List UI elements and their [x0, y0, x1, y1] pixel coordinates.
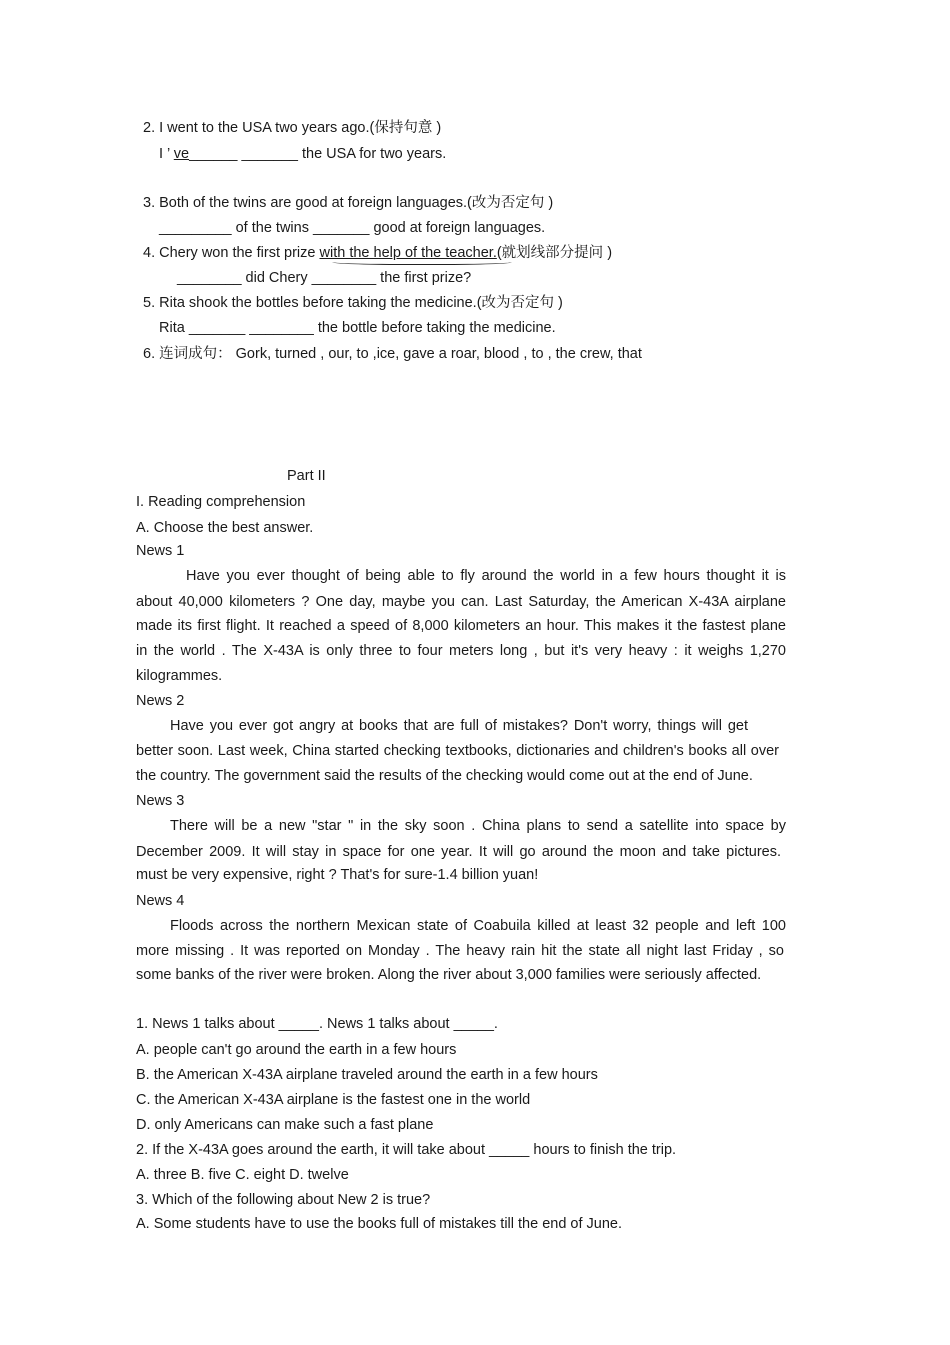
news-paragraph-line: December 2009. It will stay in space for one year. It will go around the moon and take pictures.: [136, 844, 781, 860]
question-stem: 2. If the X-43A goes around the earth, it will take about _____ hours to finish the trip.: [136, 1142, 677, 1158]
news-paragraph-line: about 40,000 kilometers ? One day, maybe you can. Last Saturday, the American X-43A airplane: [136, 594, 786, 610]
part-title: Part II: [287, 468, 326, 484]
q3-stem: 3. Both of the twins are good at foreign languages.(改为否定句 ): [143, 195, 554, 211]
q4-stem-underlined-part: with the help of the teacher.: [319, 245, 497, 261]
q2-stem: 2. I went to the USA two years ago.(保持句意 ): [143, 120, 442, 136]
news-label: News 2: [136, 693, 185, 709]
news-paragraph-line: more missing . It was reported on Monday . The heavy rain hit the state all night last Friday , so: [136, 943, 784, 959]
answer-options-row: A. three B. five C. eight D. twelve: [136, 1167, 349, 1183]
answer-option: C. the American X-43A airplane is the fastest one in the world: [136, 1092, 531, 1108]
news-paragraph-line: Have you ever thought of being able to fly around the world in a few hours thought it is: [186, 568, 786, 584]
news-label: News 4: [136, 893, 185, 909]
answer-option: B. the American X-43A airplane traveled around the earth in a few hours: [136, 1067, 598, 1083]
answer-option: A. Some students have to use the books full of mistakes till the end of June.: [136, 1216, 623, 1232]
q4-stem-start: 4. Chery won the first prize: [143, 245, 320, 261]
q5-answer-line: Rita _______ ________ the bottle before taking the medicine.: [159, 320, 556, 336]
q6-stem: 6. 连词成句： Gork, turned , our, to ,ice, gave a roar, blood , to , the crew, that: [143, 346, 642, 362]
answer-option: D. only Americans can make such a fast plane: [136, 1117, 434, 1133]
question-stem: 3. Which of the following about New 2 is true?: [136, 1192, 431, 1208]
q2-answer-line: [159, 145, 446, 163]
q3-answer-line: _________ of the twins _______ good at foreign languages.: [159, 220, 546, 236]
news-paragraph-line: There will be a new "star " in the sky soon . China plans to send a satellite into space by: [170, 818, 786, 834]
news-paragraph-line: Have you ever got angry at books that are full of mistakes? Don't worry, things will get: [170, 718, 748, 734]
subsection-heading: A. Choose the best answer.: [136, 520, 314, 536]
news-paragraph-last-line: the country. The government said the results of the checking would come out at the end of June.: [136, 768, 753, 784]
news-paragraph-line: made its first flight. It reached a speed of 8,000 kilometers an hour. This makes it the fastest plane: [136, 618, 786, 634]
q4-stem-instruction: (就划线部分提问 ): [496, 245, 613, 261]
news-paragraph-line: better soon. Last week, China started checking textbooks, dictionaries and children's books all over: [136, 743, 779, 759]
q2-answer-prefix: I ’: [159, 146, 174, 162]
news-paragraph-line: Floods across the northern Mexican state of Coabuila killed at least 32 people and left 100: [170, 918, 786, 934]
news-label: News 3: [136, 793, 185, 809]
section-heading: I. Reading comprehension: [136, 494, 306, 510]
q2-answer-underlined: ve: [173, 146, 190, 162]
news-paragraph-last-line: must be very expensive, right ? That's for sure-1.4 billion yuan!: [136, 867, 539, 883]
news-label: News 1: [136, 543, 185, 559]
q5-stem: 5. Rita shook the bottles before taking the medicine.(改为否定句 ): [143, 295, 563, 311]
handwritten-underline-mark: [332, 258, 512, 265]
news-paragraph-last-line: some banks of the river were broken. Along the river about 3,000 families were seriously affected.: [136, 967, 762, 983]
news-paragraph-line: in the world . The X-43A is only three to four meters long , but it's very heavy : it weighs 1,270: [136, 643, 786, 659]
q2-answer-rest: ______ _______ the USA for two years.: [189, 146, 447, 162]
question-stem: 1. News 1 talks about _____. News 1 talks about _____.: [136, 1016, 498, 1032]
q4-answer-line: ________ did Chery ________ the first prize?: [177, 270, 472, 286]
answer-option: A. people can't go around the earth in a few hours: [136, 1042, 457, 1058]
news-paragraph-last-line: kilogrammes.: [136, 668, 223, 684]
